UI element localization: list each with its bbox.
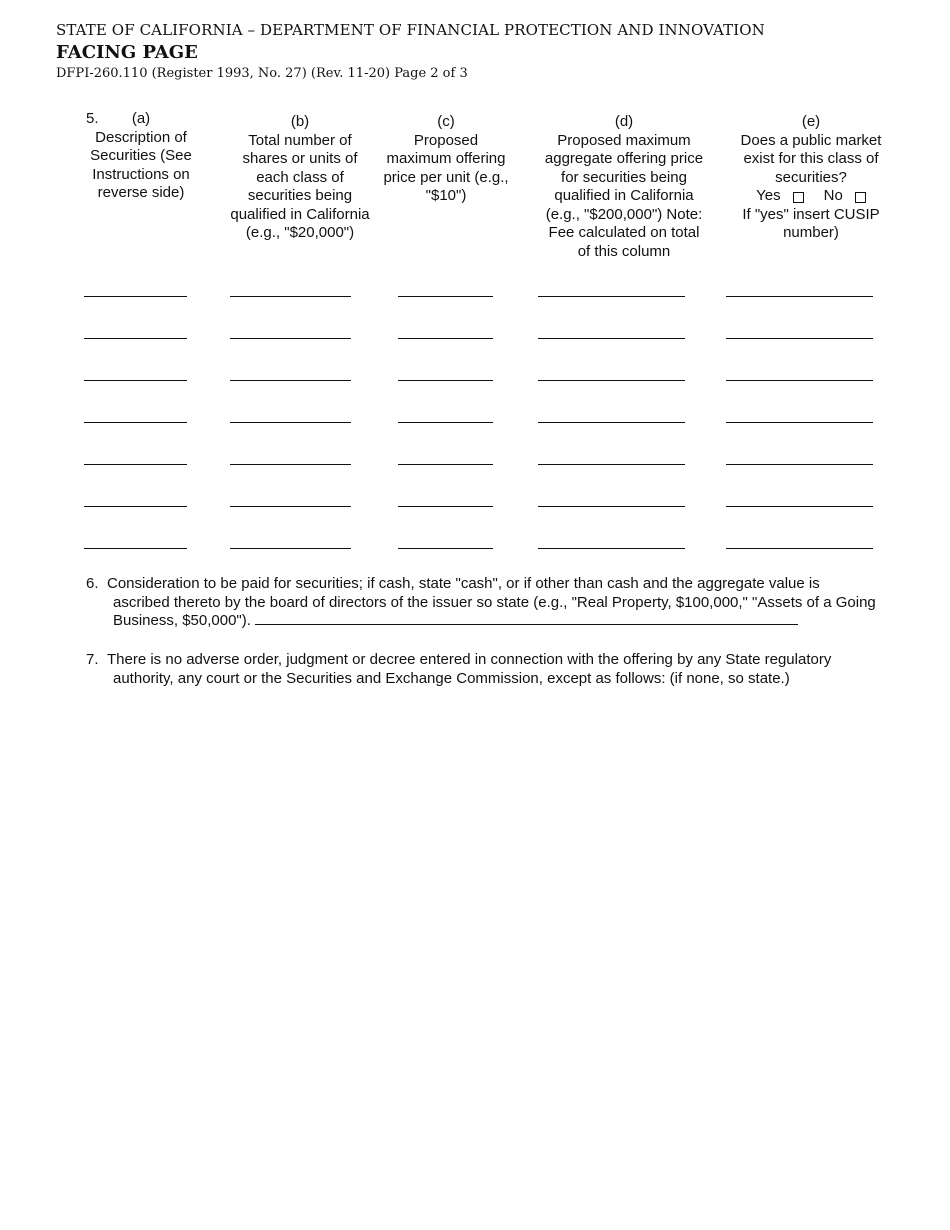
- column-d-entry-line[interactable]: [538, 338, 685, 339]
- column-a-header: [82, 110, 200, 203]
- no-checkbox[interactable]: [855, 192, 866, 203]
- column-a-letter: (a): [131, 110, 151, 127]
- column-c-text: price per unit (e.g.,: [383, 168, 509, 186]
- column-e-entry-line[interactable]: [726, 338, 873, 339]
- item-5-number: 5.: [86, 110, 99, 127]
- column-a-entry-line[interactable]: [84, 422, 187, 423]
- column-c-entry-line[interactable]: [398, 338, 493, 339]
- yes-label: Yes: [756, 187, 781, 204]
- column-a-text: reverse side): [97, 184, 185, 201]
- column-c-entry-line[interactable]: [398, 464, 493, 465]
- column-b-entry-line[interactable]: [230, 380, 351, 381]
- column-a-text: Securities (See: [90, 147, 192, 164]
- column-e-text: securities?: [775, 168, 847, 186]
- page-title: FACING PAGE: [56, 42, 198, 63]
- column-a-entry-line[interactable]: [84, 338, 187, 339]
- column-e-header: [726, 113, 896, 243]
- no-label: No: [823, 187, 843, 204]
- item-6-text: Consideration to be paid for securities; if cash, state "cash", or if other than cash and the aggregate value is ascribed thereto by the board of directors of the issuer so state (e.g., "Real Property, $100,000," "Assets of a Going Business, $50,000").: [107, 575, 876, 629]
- column-e-entry-line[interactable]: [726, 422, 873, 423]
- column-b-header: [222, 113, 378, 243]
- column-d-text: Fee calculated on total: [548, 224, 700, 241]
- column-b-entry-line[interactable]: [230, 548, 351, 549]
- item-6-number: 6.: [86, 575, 99, 592]
- column-c-text: Proposed: [413, 131, 479, 149]
- consideration-field[interactable]: [255, 612, 798, 625]
- column-b-letter: (b): [290, 113, 310, 130]
- column-a-entry-line[interactable]: [84, 464, 187, 465]
- column-b-entry-line[interactable]: [230, 506, 351, 507]
- column-e-text: Does a public market: [740, 131, 882, 149]
- column-e-entry-line[interactable]: [726, 380, 873, 381]
- column-b-text: shares or units of: [242, 150, 358, 167]
- column-e-text: If "yes" insert CUSIP: [742, 205, 880, 223]
- column-a-entry-line[interactable]: [84, 380, 187, 381]
- column-b-text: securities being: [247, 187, 353, 204]
- column-d-entry-line[interactable]: [538, 380, 685, 381]
- yes-checkbox[interactable]: [793, 192, 804, 203]
- column-c-text: maximum offering: [386, 150, 506, 167]
- column-d-text: qualified in California: [554, 187, 694, 204]
- column-e-text: exist for this class of: [743, 150, 879, 167]
- column-b-text: Total number of: [248, 131, 352, 149]
- column-d-entry-line[interactable]: [538, 422, 685, 423]
- column-b-entry-line[interactable]: [230, 296, 351, 297]
- column-d-text: (e.g., "$200,000") Note:: [545, 205, 703, 223]
- column-d-text: for securities being: [561, 168, 687, 186]
- column-d-text: aggregate offering price: [544, 150, 704, 167]
- column-d-header: [535, 113, 713, 261]
- column-a-entry-line[interactable]: [84, 548, 187, 549]
- column-e-entry-line[interactable]: [726, 506, 873, 507]
- column-b-text: (e.g., "$20,000"): [245, 224, 355, 241]
- column-d-entry-line[interactable]: [538, 464, 685, 465]
- item-7-number: 7.: [86, 651, 99, 668]
- column-e-text: number): [783, 224, 839, 241]
- column-a-entry-line[interactable]: [84, 296, 187, 297]
- column-c-entry-line[interactable]: [398, 296, 493, 297]
- column-a-text: Instructions on: [92, 165, 190, 183]
- column-d-text: Proposed maximum: [557, 131, 691, 149]
- column-e-entry-line[interactable]: [726, 464, 873, 465]
- column-d-letter: (d): [614, 113, 634, 130]
- column-b-text: qualified in California: [230, 205, 370, 223]
- item-7-text: There is no adverse order, judgment or decree entered in connection with the offering by any State regulatory authority, any court or the Securities and Exchange Commission, except as follows: (if none, so state.): [107, 651, 832, 687]
- column-d-entry-line[interactable]: [538, 506, 685, 507]
- column-e-entry-line[interactable]: [726, 296, 873, 297]
- agency-name: STATE OF CALIFORNIA – DEPARTMENT OF FINANCIAL PROTECTION AND INNOVATION: [56, 21, 765, 39]
- column-e-letter: (e): [801, 113, 821, 130]
- column-a-entry-line[interactable]: [84, 506, 187, 507]
- column-d-entry-line[interactable]: [538, 296, 685, 297]
- column-c-entry-line[interactable]: [398, 422, 493, 423]
- column-d-entry-line[interactable]: [538, 548, 685, 549]
- column-c-letter: (c): [437, 113, 455, 130]
- column-c-text: "$10"): [425, 187, 467, 204]
- form-reference: DFPI-260.110 (Register 1993, No. 27) (Rev. 11-20) Page 2 of 3: [56, 66, 468, 81]
- column-c-entry-line[interactable]: [398, 506, 493, 507]
- column-c-entry-line[interactable]: [398, 548, 493, 549]
- column-c-entry-line[interactable]: [398, 380, 493, 381]
- item-6: [86, 575, 876, 631]
- public-market-choice: [726, 187, 896, 206]
- column-b-text: each class of: [256, 168, 344, 186]
- column-b-entry-line[interactable]: [230, 338, 351, 339]
- column-e-entry-line[interactable]: [726, 548, 873, 549]
- column-d-text: of this column: [577, 242, 671, 260]
- item-7: [86, 651, 876, 688]
- column-b-entry-line[interactable]: [230, 464, 351, 465]
- column-c-header: [376, 113, 516, 206]
- column-a-text: Description of: [95, 128, 187, 146]
- column-b-entry-line[interactable]: [230, 422, 351, 423]
